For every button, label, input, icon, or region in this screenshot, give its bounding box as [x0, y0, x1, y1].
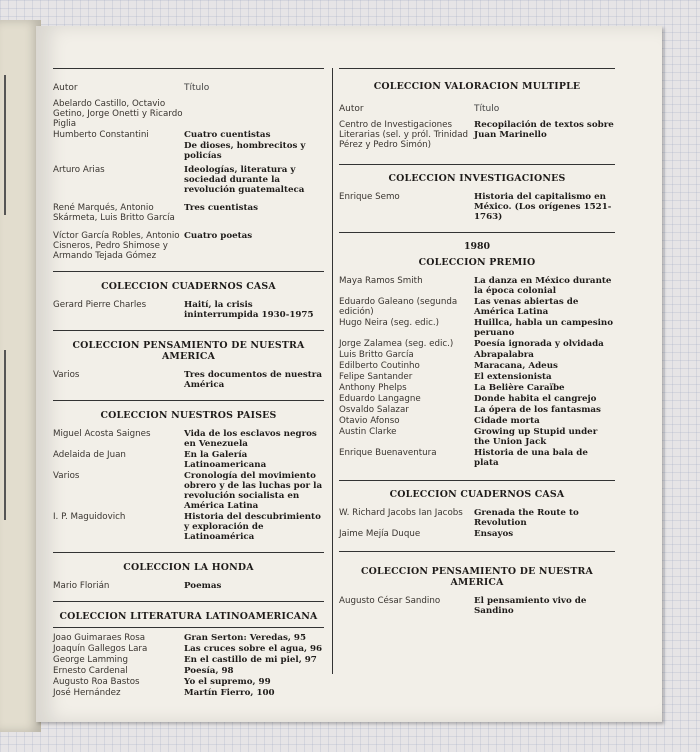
section-rule	[53, 400, 324, 401]
section-rule	[339, 480, 615, 481]
catalog-entry	[53, 99, 324, 129]
entry-author: Anthony Phelps	[339, 383, 407, 393]
catalog-entry	[339, 318, 615, 338]
entry-title: Cidade morta	[474, 416, 540, 426]
year-heading: 1980	[463, 241, 491, 252]
entry-title: Historia del capitalismo en México. (Los orígenes 1521-1763)	[474, 192, 612, 222]
author-header: Autor	[339, 104, 364, 114]
column-header	[339, 104, 615, 114]
catalog-entry	[339, 416, 615, 426]
entry-author: Augusto Roa Bastos	[53, 677, 140, 687]
entry-title: Cuatro poetas	[184, 231, 253, 241]
entry-title: Maracana, Adeus	[474, 361, 558, 371]
entry-author: Austin Clarke	[339, 427, 397, 437]
catalog-entry	[339, 361, 615, 371]
section-rule	[53, 330, 324, 331]
entry-author: Hugo Neira (seg. edic.)	[339, 318, 440, 328]
right-column	[339, 68, 615, 617]
catalog-entry	[339, 350, 615, 360]
entry-title: El extensionista	[474, 372, 552, 382]
entry-title: Ensayos	[474, 529, 514, 539]
entry-author: Humberto Constantini	[53, 130, 149, 140]
section-title: COLECCION LA HONDA	[123, 562, 254, 573]
entry-author: Maya Ramos Smith	[339, 276, 423, 286]
entry-author: Jorge Zalamea (seg. edic.)	[339, 339, 454, 349]
catalog-entry	[53, 370, 324, 390]
entry-author: Mario Florián	[53, 581, 110, 591]
entry-author: Eduardo Langagne	[339, 394, 421, 404]
entry-title: Tres documentos de nuestra América	[184, 370, 322, 390]
section-title: COLECCION VALORACION MULTIPLE	[373, 81, 581, 92]
entry-title: Cuatro cuentistas	[184, 130, 271, 140]
entry-author: Miguel Acosta Saignes	[53, 429, 151, 439]
section-rule	[53, 271, 324, 272]
catalog-entry	[339, 394, 615, 404]
entry-title: Haití, la crisis ininterrumpida 1930-1975	[184, 300, 314, 320]
entry-title: Yo el supremo, 99	[184, 677, 271, 687]
entry-author: Jaime Mejía Duque	[339, 529, 421, 539]
left-column	[53, 68, 324, 699]
catalog-entry	[339, 596, 615, 616]
catalog-entry	[53, 666, 324, 676]
top-rule	[339, 68, 615, 69]
catalog-page	[36, 26, 662, 722]
entry-author: Abelardo Castillo, Octavio Getino, Jorge Onetti y Ricardo Piglia	[53, 99, 183, 129]
entry-author: Osvaldo Salazar	[339, 405, 409, 415]
column-header	[53, 83, 324, 93]
entry-author: W. Richard Jacobs Ian Jacobs	[339, 508, 463, 518]
entry-author: Edilberto Coutinho	[339, 361, 420, 371]
catalog-entry	[53, 231, 324, 261]
catalog-entry	[339, 339, 615, 349]
cuadernos-list	[339, 508, 615, 539]
catalog-entry	[53, 300, 324, 320]
entry-title: Donde habita el cangrejo	[474, 394, 597, 404]
valoracion-list	[339, 120, 615, 150]
catalog-entry	[339, 383, 615, 393]
catalog-entry	[53, 141, 324, 161]
entry-title: Abrapalabra	[474, 350, 534, 360]
entry-title: Huillca, habla un campesino peruano	[474, 318, 614, 338]
catalog-entry	[53, 130, 324, 140]
catalog-entry	[53, 655, 324, 665]
entry-title: Martín Fierro, 100	[184, 688, 275, 698]
entry-author: Eduardo Galeano (segunda edición)	[339, 297, 458, 317]
entry-title: Historia del descubrimiento y exploración de Latinoamérica	[184, 512, 321, 542]
catalog-entry	[339, 297, 615, 317]
entry-title: Ideologías, literatura y sociedad durante la revolución guatemalteca	[184, 165, 305, 195]
entry-author: Arturo Arias	[53, 165, 105, 175]
entry-title: Poesía, 98	[184, 666, 234, 676]
pensamiento-list	[339, 596, 615, 616]
entry-title: Growing up Stupid under the Union Jack	[474, 427, 598, 447]
entry-title: Vida de los esclavos negros en Venezuela	[184, 429, 317, 449]
section-rule	[53, 627, 324, 628]
catalog-entry	[339, 427, 615, 447]
entry-title: Las cruces sobre el agua, 96	[184, 644, 323, 654]
title-header: Título	[474, 104, 500, 114]
entry-author: Víctor García Robles, Antonio Cisneros, Pedro Shimose y Armando Tejada Gómez	[53, 231, 180, 261]
entry-author: George Lamming	[53, 655, 128, 665]
section-title: COLECCION PENSAMIENTO DE NUESTRA AMERICA	[360, 566, 593, 588]
entry-author: Otavio Afonso	[339, 416, 400, 426]
catalog-entry	[339, 405, 615, 415]
catalog-entry	[53, 581, 324, 591]
entry-title: En la Galería Latinoamericana	[184, 450, 267, 470]
catalog-entry	[53, 644, 324, 654]
catalog-entry	[53, 677, 324, 687]
entry-author: I. P. Maguidovich	[53, 512, 126, 522]
entry-title: La danza en México durante la época colonial	[474, 276, 612, 296]
entry-title: El pensamiento vivo de Sandino	[474, 596, 587, 616]
entry-author: José Hernández	[53, 688, 121, 698]
entry-title: Gran Serton: Veredas, 95	[184, 633, 307, 643]
investigaciones-list	[339, 192, 615, 222]
catalog-entry	[339, 448, 615, 468]
entry-author: Luis Britto García	[339, 350, 414, 360]
entry-title: Las venas abiertas de América Latina	[474, 297, 579, 317]
catalog-entry	[339, 529, 615, 539]
catalog-entry	[53, 165, 324, 195]
left-sections	[53, 271, 324, 698]
catalog-entry	[339, 372, 615, 382]
section-title: COLECCION CUADERNOS CASA	[101, 281, 276, 292]
section-rule	[339, 551, 615, 552]
catalog-entry	[53, 203, 324, 223]
entry-author: Felipe Santander	[339, 372, 413, 382]
entry-author: Joao Guimaraes Rosa	[53, 633, 146, 643]
entry-author: Varios	[53, 370, 80, 380]
catalog-entry	[339, 192, 615, 222]
entry-author: Joaquín Gallegos Lara	[53, 644, 148, 654]
entry-title: Poemas	[184, 581, 222, 591]
entry-title: Poesía ignorada y olvidada	[474, 339, 604, 349]
column-divider	[332, 68, 333, 674]
intro-list	[53, 99, 324, 261]
catalog-entry	[339, 508, 615, 528]
entry-title: Grenada the Route to Revolution	[474, 508, 579, 528]
entry-author: Enrique Buenaventura	[339, 448, 437, 458]
catalog-entry	[339, 276, 615, 296]
entry-title: En el castillo de mi piel, 97	[184, 655, 317, 665]
section-title: COLECCION PREMIO	[418, 257, 536, 268]
catalog-entry	[339, 120, 615, 150]
entry-title: Recopilación de textos sobre Juan Marinello	[474, 120, 614, 140]
catalog-entry	[53, 633, 324, 643]
entry-author: Adelaida de Juan	[53, 450, 126, 460]
section-rule	[53, 601, 324, 602]
section-rule	[339, 232, 615, 233]
entry-author: Centro de Investigaciones Literarias (sel. y pról. Trinidad Pérez y Pedro Simón)	[339, 120, 469, 150]
entry-title: De dioses, hombrecitos y policías	[184, 141, 306, 161]
entry-title: La ópera de los fantasmas	[474, 405, 601, 415]
catalog-entry	[53, 471, 324, 511]
entry-title: Cronología del movimiento obrero y de las luchas por la revolución socialista en América Latina	[184, 471, 323, 511]
catalog-entry	[53, 450, 324, 470]
premio-list	[339, 276, 615, 468]
section-title: COLECCION CUADERNOS CASA	[389, 489, 565, 500]
facing-page-rule	[4, 75, 6, 215]
catalog-entry	[53, 688, 324, 698]
facing-page-rule	[4, 350, 6, 520]
facing-page-edge	[0, 20, 41, 732]
section-title: COLECCION PENSAMIENTO DE NUESTRA AMERICA	[72, 340, 305, 362]
catalog-entry	[53, 429, 324, 449]
entry-title: La Belière Caraïbe	[474, 383, 565, 393]
entry-author: Enrique Semo	[339, 192, 400, 202]
entry-title: Tres cuentistas	[184, 203, 259, 213]
top-rule	[53, 68, 324, 69]
entry-author: René Marqués, Antonio Skármeta, Luis Britto García	[53, 203, 175, 223]
section-title: COLECCION INVESTIGACIONES	[388, 173, 566, 184]
entry-author: Gerard Pierre Charles	[53, 300, 147, 310]
entry-title: Historia de una bala de plata	[474, 448, 588, 468]
author-header: Autor	[53, 83, 78, 93]
section-title: COLECCION NUESTROS PAISES	[100, 410, 277, 421]
entry-author: Varios	[53, 471, 80, 481]
title-header: Título	[184, 83, 210, 93]
entry-author: Augusto César Sandino	[339, 596, 441, 606]
section-rule	[339, 164, 615, 165]
section-title: COLECCION LITERATURA LATINOAMERICANA	[59, 611, 318, 622]
catalog-entry	[53, 512, 324, 542]
section-rule	[53, 552, 324, 553]
entry-author: Ernesto Cardenal	[53, 666, 128, 676]
